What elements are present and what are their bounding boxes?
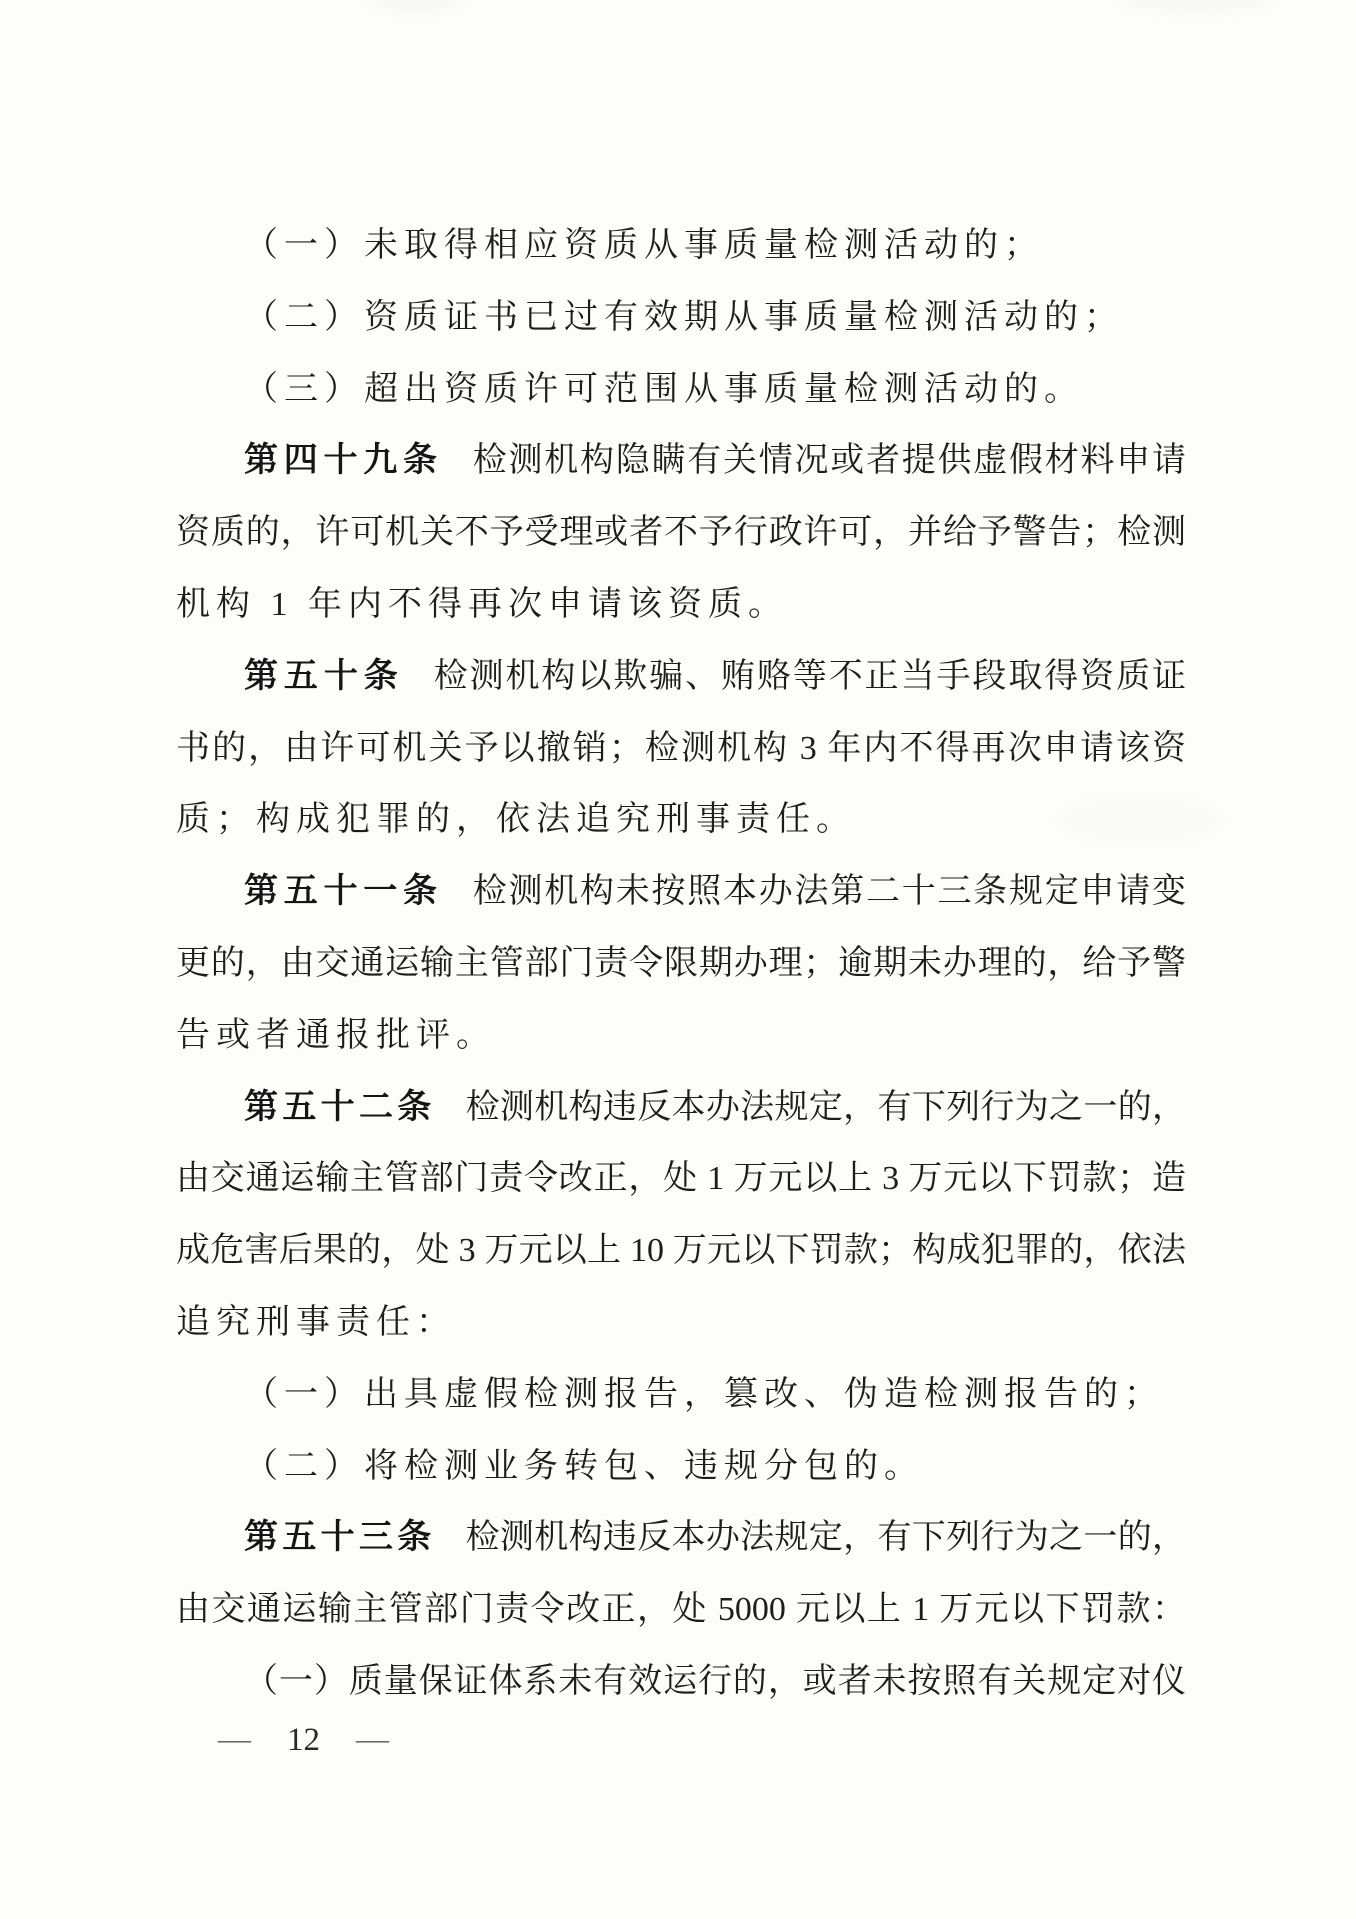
line-text: 检测机构以欺骗、贿赂等不正当手段取得资质证 (433, 657, 1187, 695)
text-line (176, 497, 1186, 569)
text-line (176, 569, 1186, 641)
line-text: 追究刑事责任： (176, 1303, 456, 1341)
line-text: （一）未取得相应资质从事质量检测活动的； (244, 227, 1044, 264)
text-line (176, 1215, 1186, 1287)
line-text: 质；构成犯罪的，依法追究刑事责任。 (176, 801, 856, 839)
line-text: 机构 1 年内不得再次申请该资质。 (176, 585, 788, 623)
text-line (176, 928, 1186, 1000)
line-text: 由交通运输主管部门责令改正，处 5000 元以上 1 万元以下罚款： (176, 1591, 1186, 1629)
footer-dash-right: — (356, 1725, 389, 1755)
line-text: （二）将检测业务转包、违规分包的。 (244, 1447, 924, 1485)
text-line (176, 1431, 1186, 1503)
article-number: 第五十一条 (244, 872, 443, 911)
line-text: （一）质量保证体系未有效运行的，或者未按照有关规定对仪 (244, 1662, 1186, 1700)
scan-artifact (1120, 0, 1270, 10)
scan-artifact (370, 0, 460, 10)
line-text: 告或者通报批评。 (176, 1016, 496, 1054)
article-number: 第五十二条 (244, 1087, 436, 1126)
article-number: 第五十条 (244, 656, 404, 695)
text-line (176, 713, 1186, 785)
article-line (176, 856, 1186, 928)
page-footer (218, 1722, 389, 1759)
line-text: 检测机构违反本办法规定，有下列行为之一的， (465, 1088, 1187, 1126)
text-line (176, 1000, 1186, 1072)
line-text: （一）出具虚假检测报告，篡改、伪造检测报告的； (244, 1375, 1164, 1413)
article-number: 第四十九条 (244, 441, 443, 480)
document-content (176, 210, 1186, 1718)
footer-dash-left: — (218, 1725, 251, 1755)
page-number: 12 (287, 1722, 320, 1758)
line-text: 资质的，许可机关不予受理或者不予行政许可，并给予警告；检测 (176, 514, 1186, 552)
text-line (176, 282, 1186, 354)
text-line (176, 1287, 1186, 1359)
text-line (176, 1646, 1186, 1718)
line-text: 检测机构未按照本办法第二十三条规定申请变 (472, 873, 1186, 911)
text-line (176, 210, 1186, 282)
line-text: 检测机构隐瞒有关情况或者提供虚假材料申请 (472, 442, 1186, 480)
article-line (176, 641, 1186, 713)
article-line (176, 1072, 1186, 1144)
text-line (176, 1574, 1186, 1646)
article-line (176, 425, 1186, 497)
article-line (176, 1502, 1186, 1574)
article-number: 第五十三条 (244, 1518, 436, 1557)
line-text: （三）超出资质许可范围从事质量检测活动的。 (244, 370, 1084, 408)
line-text: 检测机构违反本办法规定，有下列行为之一的， (465, 1519, 1187, 1557)
line-text: 成危害后果的，处 3 万元以上 10 万元以下罚款；构成犯罪的，依法 (176, 1232, 1186, 1270)
text-line (176, 1143, 1186, 1215)
line-text: 书的，由许可机关予以撤销；检测机构 3 年内不得再次申请该资 (176, 729, 1186, 767)
text-line (176, 1359, 1186, 1431)
line-text: （二）资质证书已过有效期从事质量检测活动的； (244, 298, 1124, 336)
line-text: 更的，由交通运输主管部门责令限期办理；逾期未办理的，给予警 (176, 944, 1186, 982)
text-line (176, 354, 1186, 426)
line-text: 由交通运输主管部门责令改正，处 1 万元以上 3 万元以下罚款；造 (176, 1160, 1186, 1198)
text-line (176, 784, 1186, 856)
